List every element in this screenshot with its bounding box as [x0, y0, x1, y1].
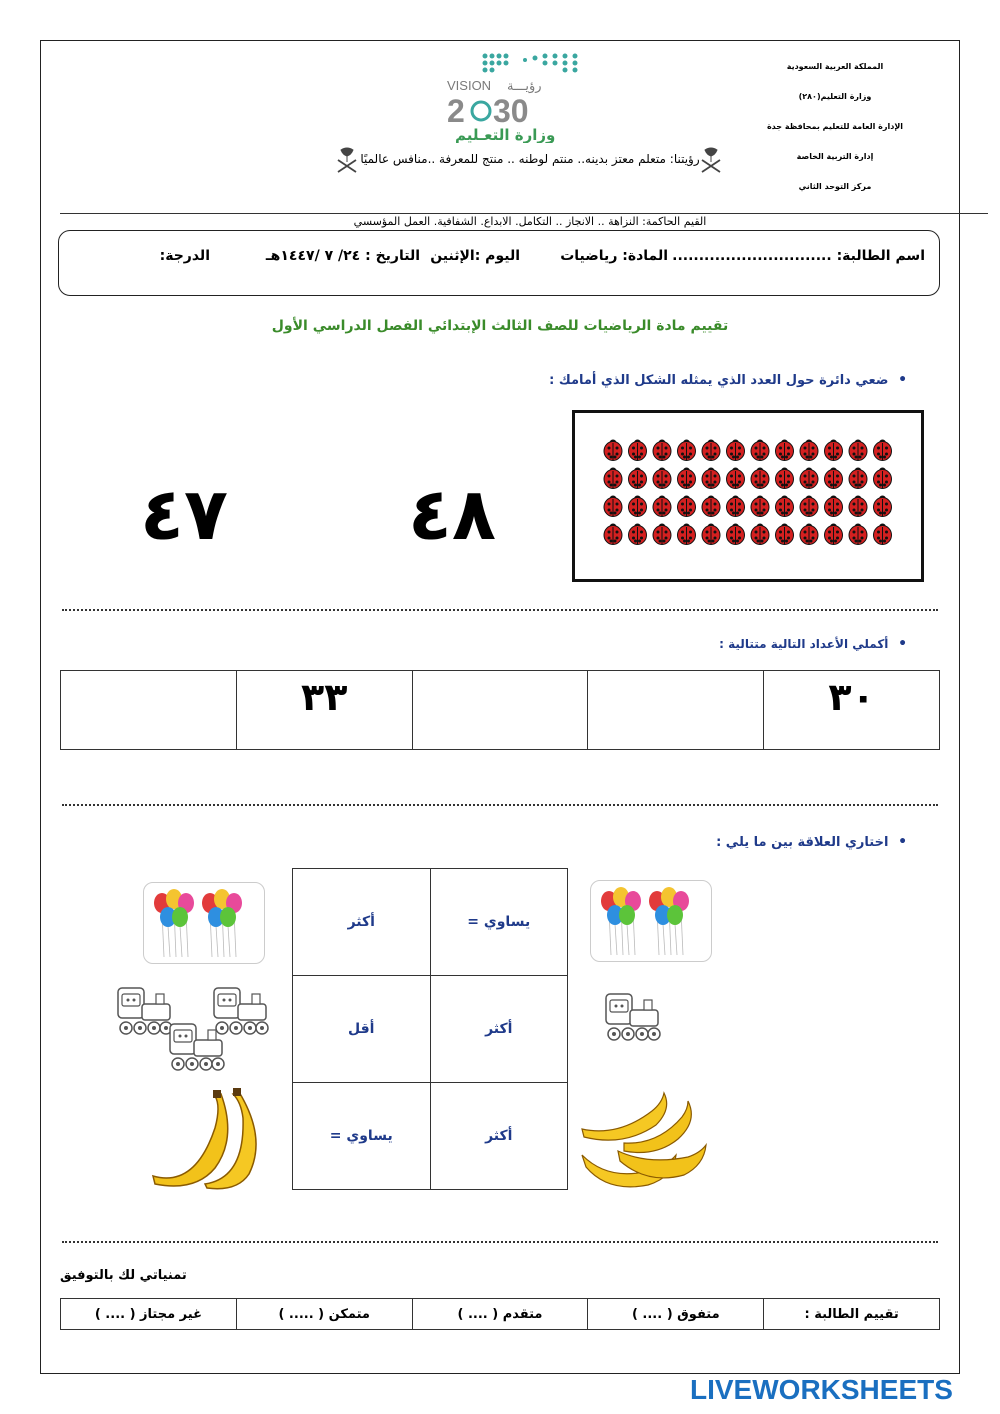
logo-vision-text: VISION — [447, 78, 492, 93]
ladybug-icon — [702, 496, 720, 517]
relation-option[interactable]: يساوي = — [293, 1083, 431, 1190]
header-line: وزارة التعليم(٢٨٠) — [798, 92, 872, 101]
ladybug-icon — [653, 496, 671, 517]
sequence-cell[interactable] — [412, 671, 588, 750]
vision-2030-logo — [445, 48, 585, 143]
bullet-icon: • — [888, 636, 912, 652]
ladybug-icon — [776, 468, 794, 489]
ladybug-icon — [604, 440, 622, 461]
ladybug-icon — [825, 496, 843, 517]
sequence-cell[interactable] — [61, 671, 237, 750]
ladybug-grid — [575, 413, 921, 579]
ladybug-icon — [678, 524, 696, 545]
balloon — [619, 905, 635, 955]
ladybug-icon — [800, 524, 818, 545]
header-line: مركز التوحد الثاني — [798, 182, 872, 191]
student-name-field[interactable]: اسم الطالبة: .............................. — [672, 248, 925, 264]
question-1-text: ضعي دائرة حول العدد الذي يمثله الشكل الذي أمامك : — [549, 373, 889, 388]
brand-text: LIVEWORKSHEETS — [690, 1374, 953, 1405]
dotted-separator — [62, 1241, 938, 1243]
header-line: إدارة التربية الخاصة — [796, 152, 874, 161]
vision-statement: رؤيتنا: متعلم معتز بدينه.. منتم لوطنه .. منتج للمعرفة ..منافس عالميًا — [360, 152, 700, 166]
ladybug-icon — [874, 468, 892, 489]
balloon — [220, 907, 236, 957]
stem — [233, 1088, 241, 1096]
balloon — [172, 907, 188, 957]
bullet-icon: • — [888, 834, 912, 850]
governing-values: القيم الحاكمة: النزاهة .. الانجاز .. التكامل. الابداع. الشفافية. العمل المؤسسي — [353, 215, 707, 228]
ladybug-icon — [727, 440, 745, 461]
grade-field[interactable]: الدرجة: — [159, 248, 210, 264]
train-icon — [164, 1018, 228, 1078]
subject-label: المادة: رياضيات — [560, 248, 668, 264]
bullet-icon: • — [888, 372, 912, 388]
ladybug-icon — [849, 468, 867, 489]
relation-option[interactable]: أقل — [293, 976, 431, 1083]
ladybug-icon — [678, 468, 696, 489]
ladybug-icon — [776, 496, 794, 517]
ladybug-icon — [604, 524, 622, 545]
balloons-card-left — [143, 882, 265, 964]
relation-option[interactable]: أكثر — [293, 869, 431, 976]
bananas-two-icon — [145, 1088, 270, 1193]
ladybug-icon — [800, 440, 818, 461]
ladybug-icon — [678, 496, 696, 517]
ladybug-icon — [678, 440, 696, 461]
day-label: اليوم :الإثنين — [430, 248, 520, 264]
ladybug-icon — [874, 496, 892, 517]
ladybug-picture-box — [572, 410, 924, 582]
ladybug-icon — [604, 496, 622, 517]
ladybug-icon — [751, 468, 769, 489]
answer-option-48[interactable]: ٤٨ — [408, 472, 496, 556]
dotted-separator — [62, 609, 938, 611]
ladybug-icon — [776, 524, 794, 545]
ladybug-icon — [702, 440, 720, 461]
header-line: المملكة العربية السعودية — [786, 62, 884, 71]
evaluation-title: تقييم الطالبة : — [764, 1299, 940, 1330]
ladybug-icon — [653, 468, 671, 489]
relation-option[interactable]: يساوي = — [430, 869, 568, 976]
good-luck-wish: تمنياتي لك بالتوفيق — [60, 1268, 187, 1283]
ladybug-icon — [702, 524, 720, 545]
logo-year-30: 30 — [493, 93, 529, 129]
ladybug-icon — [702, 468, 720, 489]
ladybug-icon — [629, 440, 647, 461]
sequence-cell[interactable]: ٣٣ — [236, 671, 412, 750]
ladybug-icon — [604, 468, 622, 489]
evaluation-option[interactable]: غير مجتاز ( .... ) — [61, 1299, 237, 1330]
answer-option-47[interactable]: ٤٧ — [140, 472, 228, 556]
ladybug-icon — [629, 524, 647, 545]
ladybug-icon — [849, 496, 867, 517]
ladybug-icon — [849, 524, 867, 545]
ladybug-icon — [874, 524, 892, 545]
dotted-separator — [62, 804, 938, 806]
question-3 — [716, 834, 912, 850]
evaluation-option[interactable]: متمكن ( ..... ) — [236, 1299, 412, 1330]
balloons-card-right — [590, 880, 712, 962]
bananas-four-icon — [578, 1085, 710, 1195]
ladybug-icon — [653, 524, 671, 545]
evaluation-table — [60, 1298, 940, 1330]
logo-ruya-text: رؤيـــة — [507, 79, 542, 94]
liveworksheets-brand[interactable] — [690, 1374, 953, 1410]
ladybug-icon — [825, 524, 843, 545]
ladybug-icon — [653, 440, 671, 461]
ladybug-icon — [849, 440, 867, 461]
train-icon — [600, 988, 664, 1048]
question-2 — [719, 636, 912, 652]
ladybug-icon — [751, 440, 769, 461]
ladybug-icon — [776, 440, 794, 461]
relation-option[interactable]: أكثر — [430, 1083, 568, 1190]
balloon — [667, 905, 683, 955]
balloons-icon — [144, 883, 264, 963]
evaluation-option[interactable]: متقدم ( .... ) — [412, 1299, 588, 1330]
ladybug-icon — [751, 496, 769, 517]
ladybug-icon — [727, 468, 745, 489]
stem — [213, 1090, 221, 1098]
ladybug-icon — [874, 440, 892, 461]
question-1 — [549, 372, 912, 388]
ladybug-icon — [751, 524, 769, 545]
sequence-cell[interactable]: ٣٠ — [764, 671, 940, 750]
date-label: التاريخ : ٢٤/ ٧ /١٤٤٧هـ — [265, 248, 420, 264]
ladybug-icon — [800, 496, 818, 517]
logo-circle — [472, 102, 490, 120]
ladybug-icon — [825, 440, 843, 461]
relation-table — [292, 868, 568, 1190]
ladybug-icon — [629, 496, 647, 517]
sequence-table — [60, 670, 940, 750]
header-divider — [60, 213, 988, 214]
ladybug-icon — [727, 524, 745, 545]
sequence-cell[interactable] — [588, 671, 764, 750]
balloons-icon — [591, 881, 711, 961]
page-title: تقييم مادة الرياضيات للصف الثالث الإبتدائي الفصل الدراسي الأول — [271, 318, 729, 334]
question-2-text: أكملي الأعداد التالية متتالية : — [719, 637, 889, 651]
ladybug-icon — [800, 468, 818, 489]
relation-option[interactable]: أكثر — [430, 976, 568, 1083]
ladybug-icon — [727, 496, 745, 517]
logo-ministry-text: وزارة التعـليم — [455, 126, 556, 143]
header-institution — [760, 60, 910, 210]
evaluation-option[interactable]: متفوق ( .... ) — [588, 1299, 764, 1330]
question-3-text: اختاري العلاقة بين ما يلي : — [716, 835, 889, 850]
logo-year-2: 2 — [447, 93, 465, 129]
ladybug-icon — [629, 468, 647, 489]
ladybug-icon — [825, 468, 843, 489]
header-line: الإدارة العامة للتعليم بمحافظة جدة — [766, 122, 904, 131]
